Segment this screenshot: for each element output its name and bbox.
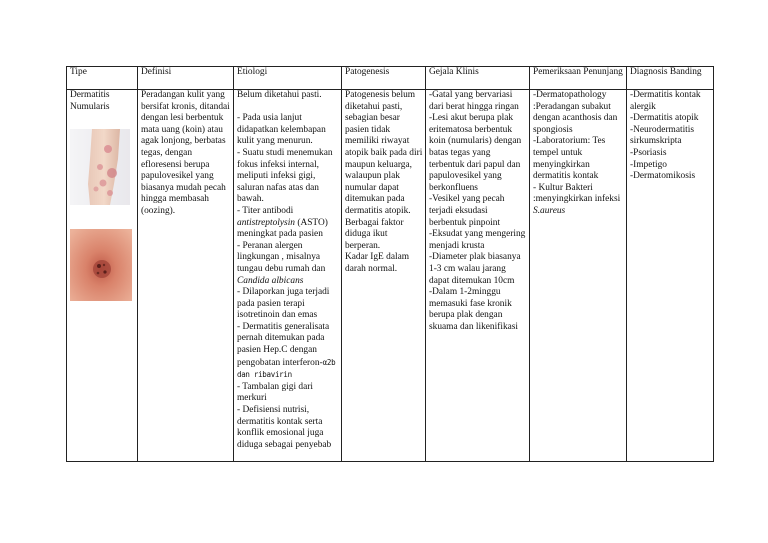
diagnosis-item: -Psoriasis (630, 147, 667, 158)
pemeriksaan-item: -Dermatopathology :Peradangan subakut dengan acanthosis dan spongiosis (533, 90, 618, 135)
tipe-text: Dermatitis Numularis (70, 90, 110, 112)
etiologi-item: - Pada usia lanjut didapatkan kelembapan kulit yang menurun. (237, 113, 326, 147)
header-row (67, 67, 714, 90)
cell-etiologi (234, 90, 342, 462)
cell-gejala-klinis (426, 90, 530, 462)
etiologi-item: - Peranan alergen lingkungan , misalnya tungau debu rumah dan Candida albicans (237, 240, 326, 286)
cell-patogenesis (342, 90, 426, 462)
header-gejala-klinis: Gejala Klinis (426, 67, 530, 90)
patogenesis-text: Kadar IgE dalam darah normal. (345, 252, 410, 274)
gejala-item: -Gatal yang bervariasi dari berat hingga ringan (429, 90, 519, 112)
close-up-lesion-photo (70, 229, 132, 301)
leg-skin-lesion-photo (70, 129, 130, 205)
header-patogenesis: Patogenesis (342, 67, 426, 90)
etiologi-item: - Dermatitis generalisata pernah ditemukan pada pasien Hep.C dengan pengobatan interferon-α2b dan ribavirin (237, 321, 336, 380)
patogenesis-text: Patogenesis belum diketahui pasti, sebagian besar pasien tidak memiliki riwayat atopik baik pada diri maupun keluarga, walaupun plak numular dapat ditemukan pada dermatitis atopik. Berbagai faktor diduga ikut berperan. (345, 90, 423, 251)
etiologi-item: Belum diketahui pasti. (237, 90, 322, 100)
gejala-item: -Diameter plak biasanya 1-3 cm walau jarang dapat ditemukan 10cm (429, 252, 521, 286)
header-definisi: Definisi (138, 67, 234, 90)
clinical-table (66, 66, 714, 462)
etiologi-item: - Dilaporkan juga terjadi pada pasien terapi isotretinoin dan emas (237, 287, 330, 321)
diagnosis-item: -Dermatomikosis (630, 171, 696, 182)
pemeriksaan-item: -Laboratorium: Tes tempel untuk menyingkirkan dermatitis kontak (533, 136, 606, 182)
etiologi-item: - Titer antibodi antistreptolysin (ASTO) meningkat pada pasien (237, 205, 328, 240)
gejala-item: -Dalam 1-2minggu memasuki fase kronik berupa plak dengan skuama dan likenifikasi (429, 287, 519, 332)
cell-diagnosis-banding (627, 90, 714, 462)
header-tipe: Tipe (67, 67, 138, 90)
header-etiologi: Etiologi (234, 67, 342, 90)
cell-pemeriksaan (530, 90, 627, 462)
etiologi-item: - Defisiensi nutrisi, dermatitis kontak serta konflik emosional juga diduga sebagai penyebab (237, 405, 332, 450)
gejala-item: -Eksudat yang mengering menjadi krusta (429, 229, 526, 251)
etiologi-item: - Tambalan gigi dari merkuri (237, 381, 313, 404)
header-pemeriksaan: Pemeriksaan Penunjang (530, 67, 627, 90)
data-row (67, 90, 714, 462)
header-diagnosis-banding: Diagnosis Banding (627, 67, 714, 90)
diagnosis-item: -Neurodermatitis sirkumskripta (630, 124, 695, 147)
etiologi-item: - Suatu studi menemukan fokus infeksi internal, meliputi infeksi gigi, saluran nafas atas dan bawah. (237, 147, 333, 205)
pemeriksaan-item: - Kultur Bakteri :menyingkirkan infeksi S.aureus (533, 182, 621, 216)
diagnosis-item: -Dermatitis atopik (630, 113, 699, 124)
gejala-item: -Lesi akut berupa plak eritematosa berbentuk koin (numularis) dengan batas tegas yang terbentuk dari papul dan papulovesikel yang berkonfluens (429, 113, 522, 193)
gejala-item: -Vesikel yang pecah terjadi eksudasi berbentuk pinpoint (429, 194, 505, 228)
diagnosis-item: -Impetigo (630, 159, 667, 170)
cell-tipe (67, 90, 138, 462)
diagnosis-item: -Dermatitis kontak alergik (630, 90, 701, 112)
cell-definisi: Peradangan kulit yang bersifat kronis, ditandai dengan lesi berbentuk mata uang (koin) atau agak lonjong, berbatas tegas, dengan efloresensi berupa papulovesikel yang biasanya mudah pecah hingga membasah (oozing). (138, 90, 234, 462)
